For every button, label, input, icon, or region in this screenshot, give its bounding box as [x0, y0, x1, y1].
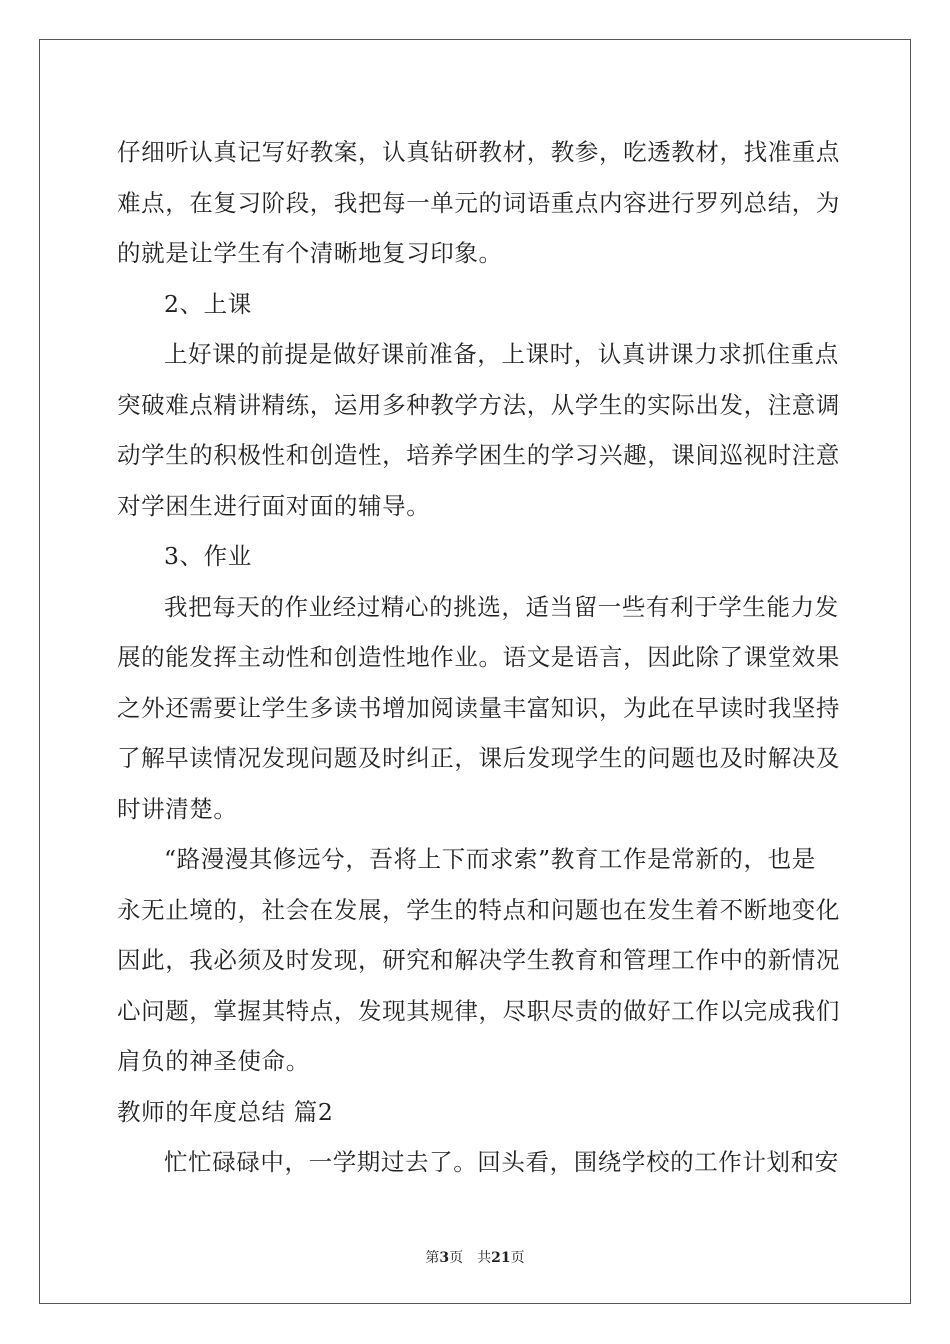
paragraph-line: 动学生的积极性和创造性，培养学困生的学习兴趣，课间巡视时注意	[117, 441, 840, 469]
paragraph-line: 之外还需要让学生多读书增加阅读量丰富知识，为此在早读时我坚持	[117, 693, 840, 722]
paragraph-line: 的就是让学生有个清晰地复习印象。	[117, 239, 503, 267]
page-suffix: 页	[449, 1250, 464, 1266]
paragraph-line: 心问题，掌握其特点，发现其规律，尽职尽责的做好工作以完成我们	[117, 996, 840, 1025]
paragraph-line: 因此，我必须及时发现，研究和解决学生教育和管理工作中的新情况	[117, 946, 840, 974]
document-body	[117, 127, 840, 1188]
total-prefix: 共	[477, 1250, 492, 1266]
paragraph-line: 难点，在复习阶段，我把每一单元的词语重点内容进行罗列总结，为	[117, 188, 840, 217]
paragraph-line: 展的能发挥主动性和创造性地作业。语文是语言，因此除了课堂效果	[117, 643, 840, 671]
page-number: 3	[439, 1250, 450, 1266]
page-prefix: 第	[425, 1250, 440, 1266]
paragraph-line: 突破难点精讲精练，运用多种教学方法，从学生的实际出发，注意调	[117, 390, 840, 419]
page-footer	[0, 1247, 950, 1267]
paragraph-line: 肩负的神圣使命。	[117, 1047, 310, 1075]
section-heading-homework: 3、作业	[164, 542, 252, 570]
paragraph-line: 永无止境的，社会在发展，学生的特点和问题也在发生着不断地变化	[117, 895, 840, 924]
paragraph-line: 时讲清楚。	[117, 794, 238, 823]
paragraph-line: 上好课的前提是做好课前准备，上课时，认真讲课力求抓住重点	[164, 340, 839, 368]
total-pages: 21	[491, 1250, 511, 1266]
section-heading-lecture: 2、上课	[164, 289, 252, 318]
paragraph-line: 对学困生进行面对面的辅导。	[117, 491, 431, 520]
paragraph-line: 我把每天的作业经过精心的挑选，适当留一些有利于学生能力发	[164, 592, 839, 621]
paragraph-line: 了解早读情况发现问题及时纠正，课后发现学生的问题也及时解决及	[117, 744, 840, 772]
total-suffix: 页	[510, 1250, 525, 1266]
article-title-part2: 教师的年度总结 篇2	[117, 1097, 334, 1126]
paragraph-line: 忙忙碌碌中，一学期过去了。回头看，围绕学校的工作计划和安	[164, 1148, 839, 1176]
paragraph-line: “路漫漫其修远兮，吾将上下而求索”教育工作是常新的，也是	[164, 845, 816, 873]
paragraph-line: 仔细听认真记写好教案，认真钻研教材，教参，吃透教材，找准重点	[117, 138, 840, 166]
